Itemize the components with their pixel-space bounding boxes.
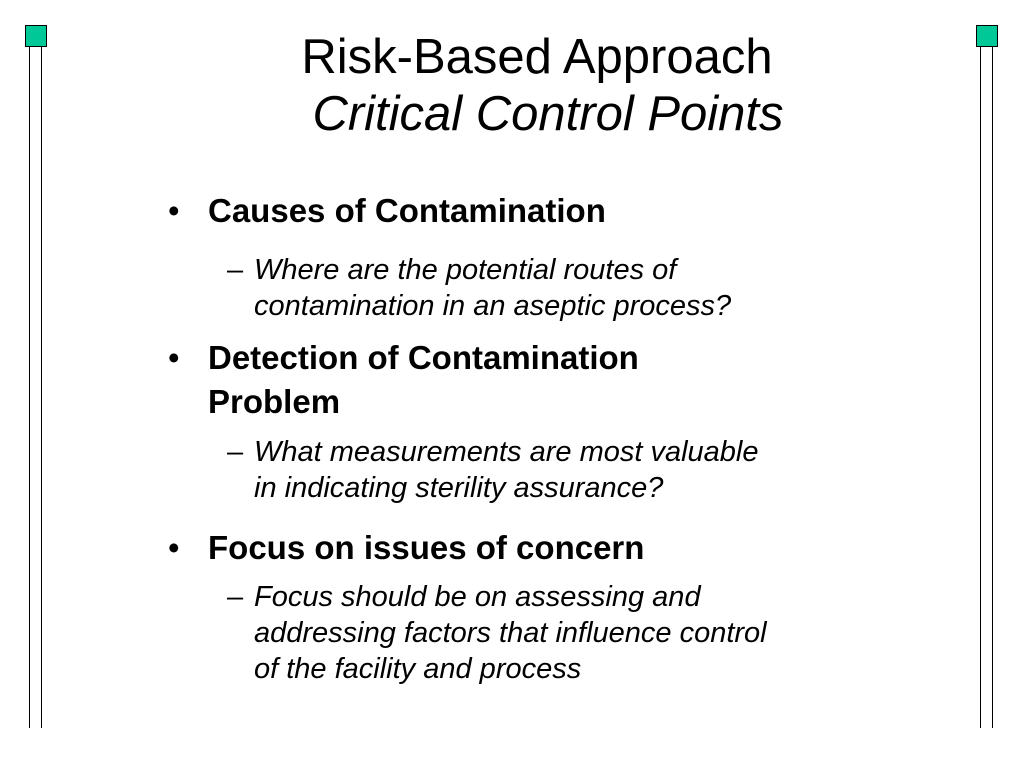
bullet-marker: • xyxy=(168,339,180,376)
title-main: Risk-Based Approach xyxy=(301,30,773,84)
sub-bullet-text xyxy=(254,434,874,506)
right-pillar-line-inner xyxy=(980,46,981,728)
left-pillar-line-outer xyxy=(29,46,30,728)
sub-bullet-text-line: Where are the potential routes of xyxy=(254,254,677,286)
slide-title xyxy=(0,28,1024,142)
bullet-text xyxy=(208,336,768,424)
sub-bullet-text-line: addressing factors that influence control xyxy=(254,617,767,649)
sub-bullet-marker: – xyxy=(227,254,244,286)
sub-bullet-text-line: contamination in an aseptic process? xyxy=(254,290,732,322)
bullet-marker: • xyxy=(168,529,180,566)
bullet-text xyxy=(208,189,768,233)
sub-bullet-text-line: Focus should be on assessing and xyxy=(254,581,701,613)
sub-bullet-text-line: What measurements are most valuable xyxy=(254,436,759,468)
sub-bullet-text-line: in indicating sterility assurance? xyxy=(254,472,664,504)
bullet-text-line: Causes of Contamination xyxy=(208,192,606,229)
bullet-text xyxy=(208,526,768,570)
sub-bullet-marker: – xyxy=(227,436,244,468)
title-subtitle: Critical Control Points xyxy=(312,87,784,141)
right-pillar-line-outer xyxy=(992,46,993,728)
sub-bullet-marker: – xyxy=(227,581,244,613)
left-pillar-line-inner xyxy=(41,46,42,728)
bullet-text-line: Focus on issues of concern xyxy=(208,529,645,566)
sub-bullet-text xyxy=(254,579,874,687)
bullet-text-line: Problem xyxy=(208,383,341,420)
sub-bullet-text xyxy=(254,252,874,324)
bullet-marker: • xyxy=(168,192,180,229)
bullet-text-line: Detection of Contamination xyxy=(208,339,639,376)
sub-bullet-text-line: of the facility and process xyxy=(254,653,582,685)
